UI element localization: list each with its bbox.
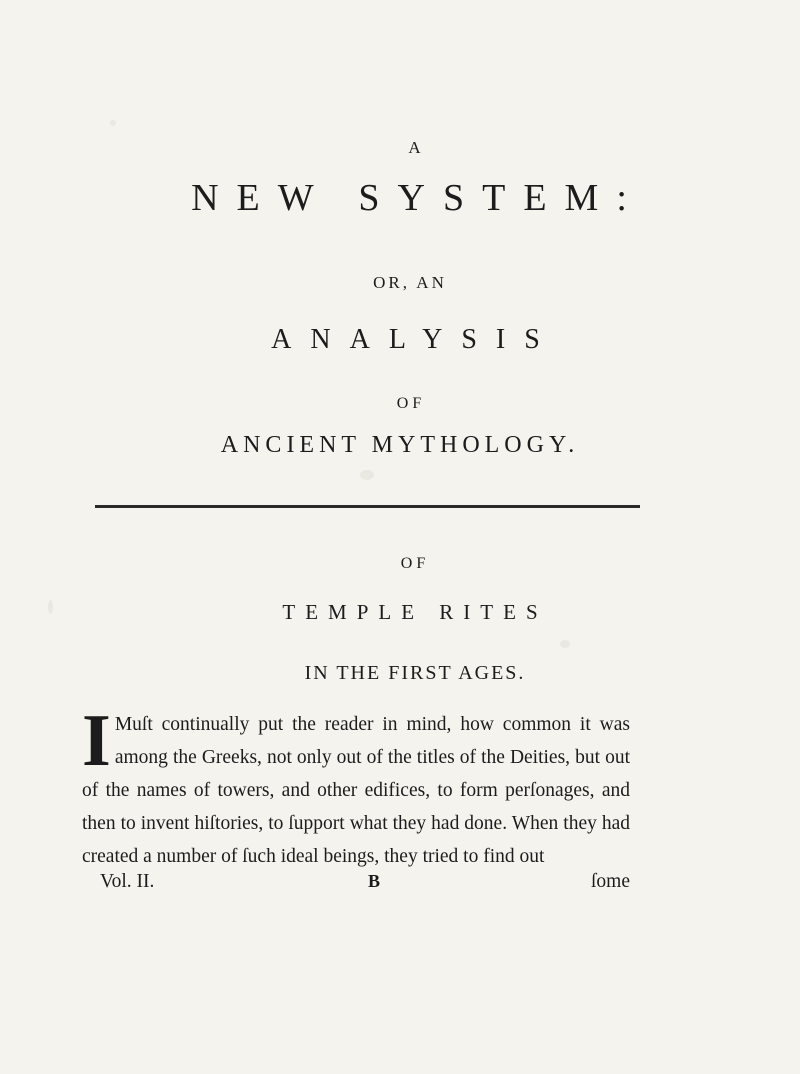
section-of: OF: [400, 555, 430, 572]
title-of: OF: [396, 395, 426, 412]
title-analysis: ANALYSIS: [271, 324, 559, 355]
page-footer: [100, 871, 630, 901]
body-paragraph: [82, 700, 630, 873]
horizontal-rule: [95, 505, 640, 508]
main-title: NEW SYSTEM:: [191, 177, 645, 219]
paper-blemish: [560, 640, 570, 648]
catchword: ſome: [591, 871, 630, 892]
title-connector: OR, AN: [373, 273, 447, 292]
paper-blemish: [360, 470, 374, 480]
title-article: A: [408, 138, 422, 157]
paper-blemish: [110, 120, 116, 126]
section-subheading: IN THE FIRST AGES.: [304, 662, 526, 684]
signature-mark: B: [368, 871, 381, 891]
title-subject: ANCIENT MYTHOLOGY.: [220, 432, 580, 458]
volume-label: Vol. II.: [100, 871, 155, 892]
drop-cap: I: [82, 700, 111, 782]
body-text: Muſt continually put the reader in mind, how common it was among the Greeks, not only out of the titles of the Deities, but out of the names of towers, and other edifices, to form perſonages, and then to invent hiſtories, to ſupport what they had done. When they had created a number of ſuch ideal beings, they tried to find out: [82, 714, 630, 867]
section-heading: TEMPLE RITES: [282, 600, 548, 624]
